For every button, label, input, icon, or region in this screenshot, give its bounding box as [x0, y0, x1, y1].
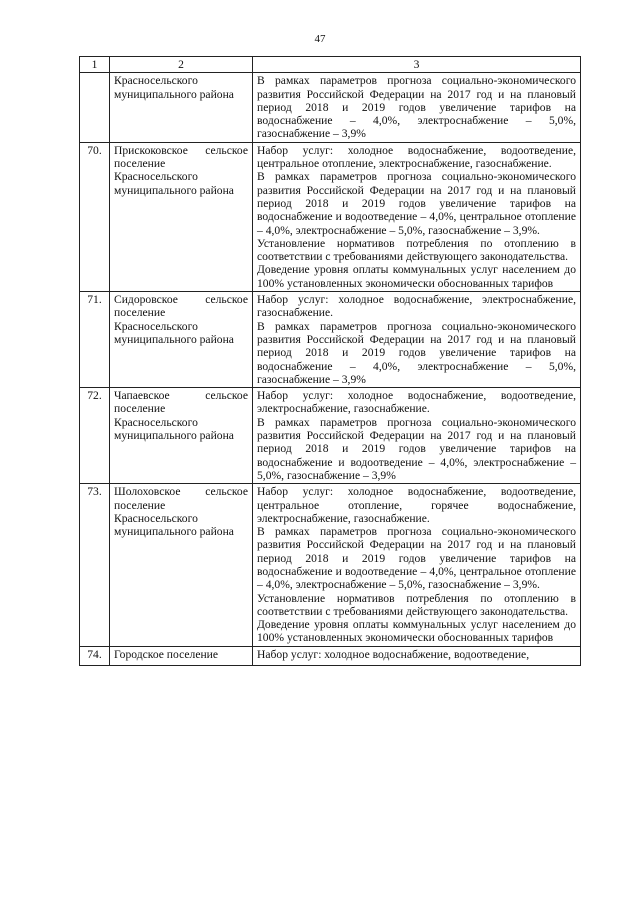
settlement-name: Городское поселение: [110, 646, 253, 665]
table-body: [80, 73, 581, 665]
description-paragraph: В рамках параметров прогноза социально-экономического развития Российской Федерации на 2017 год и на плановый период 2018 и 2019 годов увеличение тарифов на водоснабжение – 4,0%, электроснабжение – 5,0%, газоснабжение – 3,9%: [257, 74, 576, 141]
description-paragraph: Набор услуг: холодное водоснабжение, водоотведение,: [257, 647, 530, 661]
description-paragraph: Набор услуг: холодное водоснабжение, электроснабжение, газоснабжение.: [257, 293, 576, 320]
description-paragraph: Доведение уровня оплаты коммунальных услуг населением до 100% установленных экономически обоснованных тарифов: [257, 618, 576, 645]
tariff-table: [79, 56, 581, 666]
services-description: [253, 646, 581, 665]
description-paragraph: В рамках параметров прогноза социально-экономического развития Российской Федерации на 2017 год и на плановый период 2018 и 2019 годов увеличение тарифов на водоснабжение и водоотведение – 4,0%, центральное отопление – 4,0%, электроснабжение – 5,0%, газоснабжение – 3,9%.: [257, 170, 576, 237]
settlement-name: Прискоковское сельское поселение Красносельского муниципального района: [110, 142, 253, 291]
column-header-3: 3: [253, 57, 581, 73]
row-number: 70.: [80, 142, 110, 291]
table-row: [80, 484, 581, 647]
settlement-name: Сидоровское сельское поселение Красносельского муниципального района: [110, 292, 253, 388]
services-description: [253, 292, 581, 388]
description-paragraph: Доведение уровня оплаты коммунальных услуг населением до 100% установленных экономически обоснованных тарифов: [257, 263, 576, 290]
services-description: [253, 484, 581, 647]
description-paragraph: Установление нормативов потребления по отоплению в соответствии с требованиями действующего законодательства.: [257, 591, 576, 618]
row-number: 71.: [80, 292, 110, 388]
settlement-name: Чапаевское сельское поселение Красносельского муниципального района: [110, 388, 253, 484]
description-paragraph: В рамках параметров прогноза социально-экономического развития Российской Федерации на 2017 год и на плановый период 2018 и 2019 годов увеличение тарифов на водоснабжение и водоотведение – 4,0%, электроснабжение – 5,0%, газоснабжение – 3,9%: [257, 415, 576, 482]
row-number: 72.: [80, 388, 110, 484]
row-number: 74.: [80, 646, 110, 665]
description-paragraph: Набор услуг: холодное водоснабжение, водоотведение, центральное отопление, электроснабжение, газоснабжение.: [257, 143, 576, 171]
services-description: [253, 388, 581, 484]
description-paragraph: Набор услуг: холодное водоснабжение, водоотведение, центральное отопление, горячее водоснабжение, электроснабжение, газоснабжение.: [257, 485, 576, 525]
services-description: [253, 142, 581, 291]
settlement-name: Шолоховское сельское поселение Красносельского муниципального района: [110, 484, 253, 647]
row-number: [80, 73, 110, 142]
page-number: 47: [314, 33, 326, 45]
table-header-row: [80, 57, 581, 73]
description-paragraph: Установление нормативов потребления по отоплению в соответствии с требованиями действующего законодательства.: [257, 236, 576, 264]
description-paragraph: В рамках параметров прогноза социально-экономического развития Российской Федерации на 2017 год и на плановый период 2018 и 2019 годов увеличение тарифов на водоснабжение – 4,0%, электроснабжение – 5,0%, газоснабжение – 3,9%: [257, 319, 576, 386]
table-row: [80, 292, 581, 388]
settlement-name: Красносельского муниципального района: [110, 73, 253, 142]
row-number: 73.: [80, 484, 110, 647]
table-row: [80, 142, 581, 291]
column-header-2: 2: [110, 57, 253, 73]
description-paragraph: В рамках параметров прогноза социально-экономического развития Российской Федерации на 2017 год и на плановый период 2018 и 2019 годов увеличение тарифов на водоснабжение и водоотведение – 4,0%, центральное отопление – 4,0%, электроснабжение – 5,0%, газоснабжение – 3,9%.: [257, 525, 576, 592]
table-row: [80, 646, 581, 665]
table-row: [80, 388, 581, 484]
description-paragraph: Набор услуг: холодное водоснабжение, водоотведение, электроснабжение, газоснабжение.: [257, 389, 576, 416]
table-row: [80, 73, 581, 142]
services-description: [253, 73, 581, 142]
column-header-1: 1: [80, 57, 110, 73]
